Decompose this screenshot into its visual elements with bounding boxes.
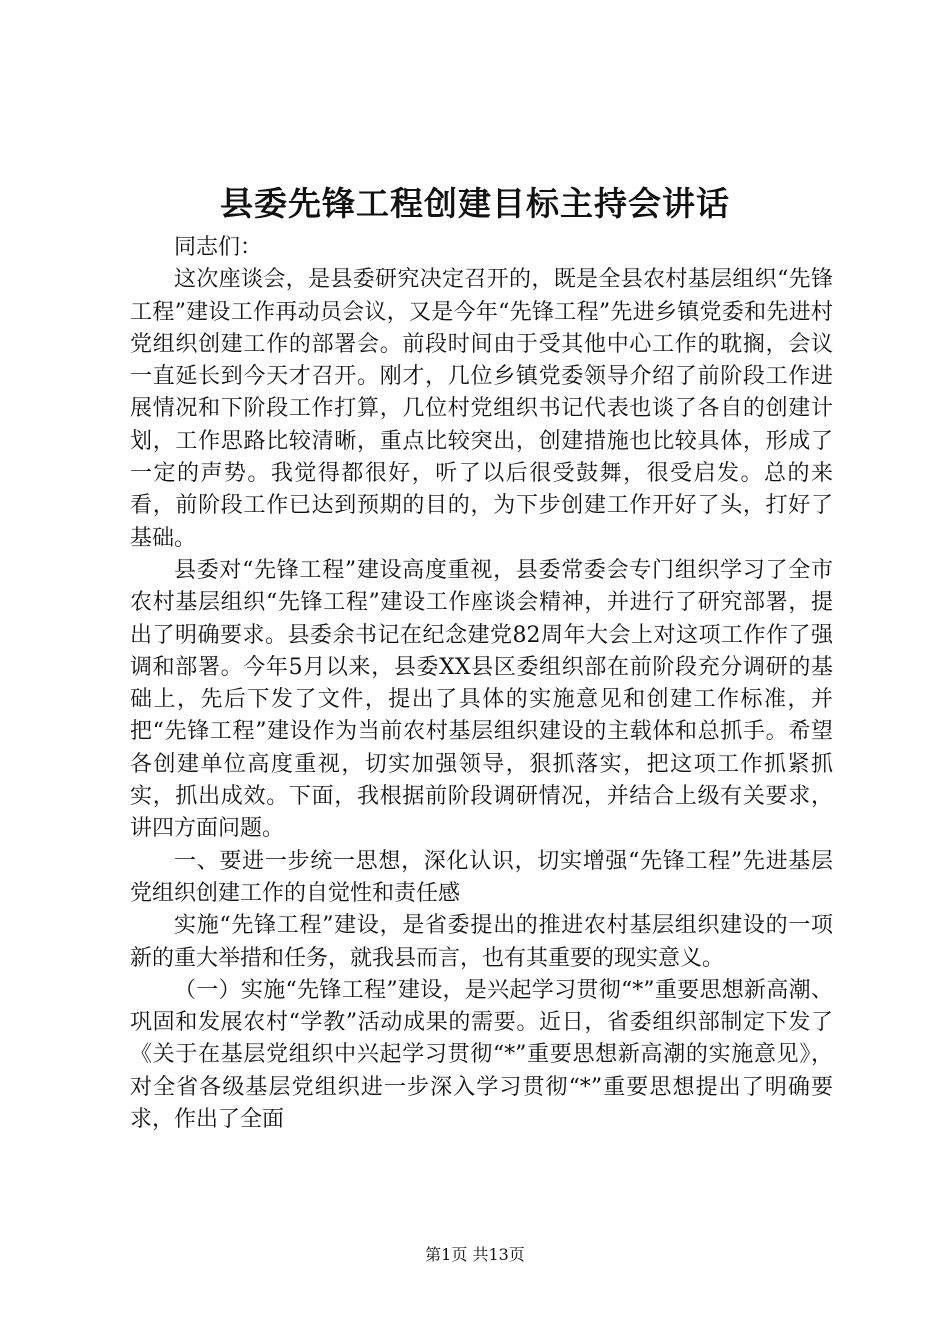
section-heading: 一、要进一步统一思想，深化认识，切实增强“先锋工程”先进基层党组织创建工作的自觉性和责任感	[130, 848, 833, 906]
document-body	[130, 232, 833, 1136]
body-paragraph: 县委对“先锋工程”建设高度重视，县委常委会专门组织学习了全市农村基层组织“先锋工程”建设工作座谈会精神，并进行了研究部署，提出了明确要求。县委余书记在纪念建党82周年大会上对这项工作作了强调和部署。今年5月以来，县委XX县区委组织部在前阶段充分调研的基础上，先后下发了文件，提出了具体的实施意见和创建工作标准，并把“先锋工程”建设作为当前农村基层组织建设的主载体和总抓手。希望各创建单位高度重视，切实加强领导，狠抓落实，把这项工作抓紧抓实，抓出成效。下面，我根据前阶段调研情况，并结合上级有关要求，讲四方面问题。	[130, 557, 833, 842]
page-footer: 第1页 共13页	[425, 1245, 525, 1264]
body-paragraph: 实施“先锋工程”建设，是省委提出的推进农村基层组织建设的一项新的重大举措和任务，就我县而言，也有其重要的现实意义。	[130, 913, 833, 971]
greeting-paragraph: 同志们：	[174, 235, 263, 260]
document-title: 县委先锋工程创建目标主持会讲话	[220, 184, 730, 223]
body-paragraph: 这次座谈会，是县委研究决定召开的，既是全县农村基层组织“先锋工程”建设工作再动员会议，又是今年“先锋工程”先进乡镇党委和先进村党组织创建工作的部署会。前段时间由于受其他中心工作的耽搁，会议一直延长到今天才召开。刚才，几位乡镇党委领导介绍了前阶段工作进展情况和下阶段工作打算，几位村党组织书记代表也谈了各自的创建计划，工作思路比较清晰，重点比较突出，创建措施也比较具体，形成了一定的声势。我觉得都很好，听了以后很受鼓舞，很受启发。总的来看，前阶段工作已达到预期的目的，为下步创建工作开好了头，打好了基础。	[130, 267, 833, 551]
body-paragraph: （一）实施“先锋工程”建设，是兴起学习贯彻“*”重要思想新高潮、巩固和发展农村“学教”活动成果的需要。近日，省委组织部制定下发了《关于在基层党组织中兴起学习贯彻“*”重要思想新高潮的实施意见》，对全省各级基层党组织进一步深入学习贯彻“*”重要思想提出了明确要求，作出了全面	[130, 977, 833, 1133]
